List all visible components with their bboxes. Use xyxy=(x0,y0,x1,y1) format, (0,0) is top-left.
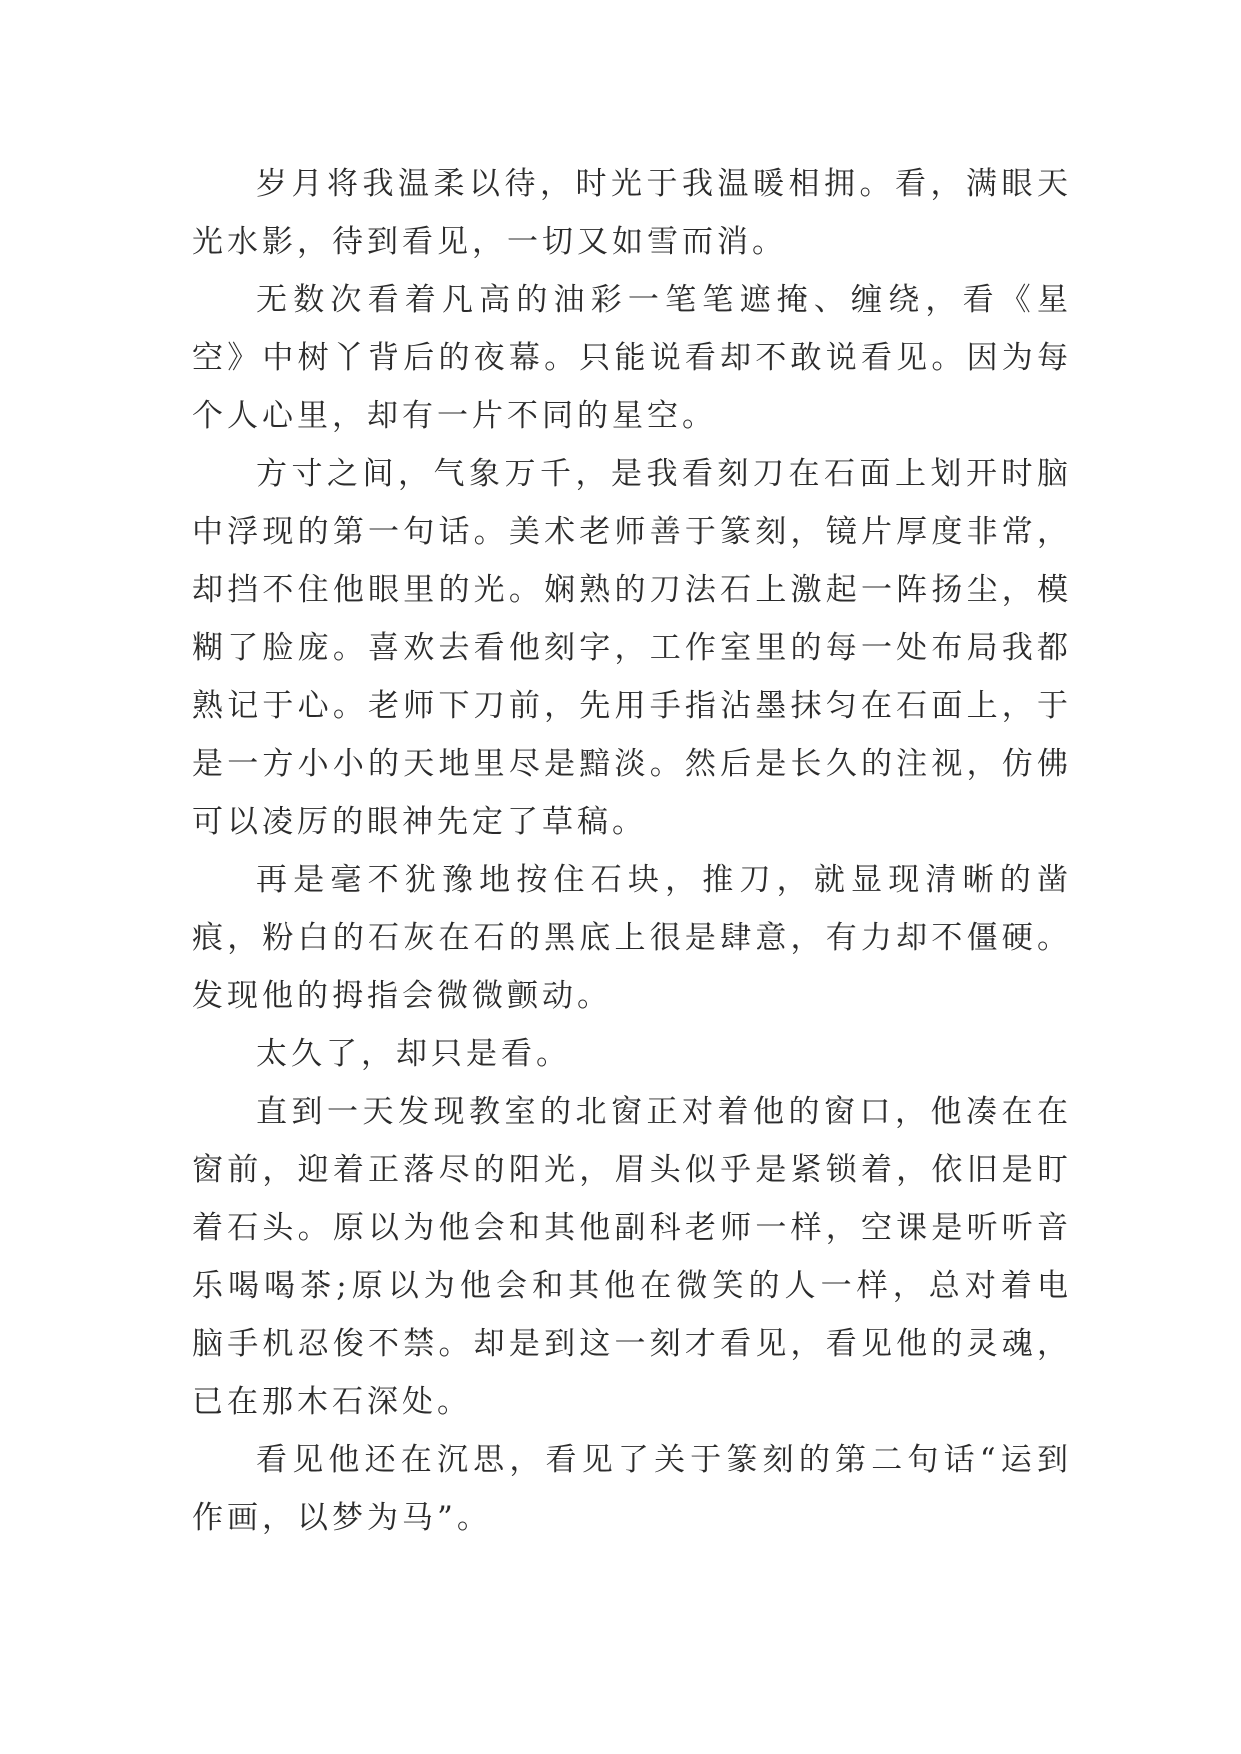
paragraph: 方寸之间，气象万千，是我看刻刀在石面上划开时脑中浮现的第一句话。美术老师善于篆刻，镜片厚度非常，却挡不住他眼里的光。娴熟的刀法石上激起一阵扬尘，模糊了脸庞。喜欢去看他刻字，工作室里的每一处布局我都熟记于心。老师下刀前，先用手指沾墨抹匀在石面上，于是一方小小的天地里尽是黯淡。然后是长久的注视，仿佛可以凌厉的眼神先定了草稿。 xyxy=(192,456,1072,840)
paragraph: 岁月将我温柔以待，时光于我温暖相拥。看，满眼天光水影，待到看见，一切又如雪而消。 xyxy=(192,166,1072,260)
paragraph: 太久了，却只是看。 xyxy=(256,1036,571,1072)
paragraph: 再是毫不犹豫地按住石块，推刀，就显现清晰的凿痕，粉白的石灰在石的黑底上很是肆意，有力却不僵硬。发现他的拇指会微微颤动。 xyxy=(192,862,1072,1014)
essay-body xyxy=(192,155,1072,1547)
paragraph: 无数次看着凡高的油彩一笔笔遮掩、缠绕，看《星空》中树丫背后的夜幕。只能说看却不敢说看见。因为每个人心里，却有一片不同的星空。 xyxy=(192,282,1072,434)
paragraph: 直到一天发现教室的北窗正对着他的窗口，他凑在在窗前，迎着正落尽的阳光，眉头似乎是紧锁着，依旧是盯着石头。原以为他会和其他副科老师一样，空课是听听音乐喝喝茶;原以为他会和其他在微笑的人一样，总对着电脑手机忍俊不禁。却是到这一刻才看见，看见他的灵魂，已在那木石深处。 xyxy=(192,1094,1072,1420)
paragraph: 看见他还在沉思，看见了关于篆刻的第二句话“运到作画，以梦为马”。 xyxy=(192,1442,1072,1536)
